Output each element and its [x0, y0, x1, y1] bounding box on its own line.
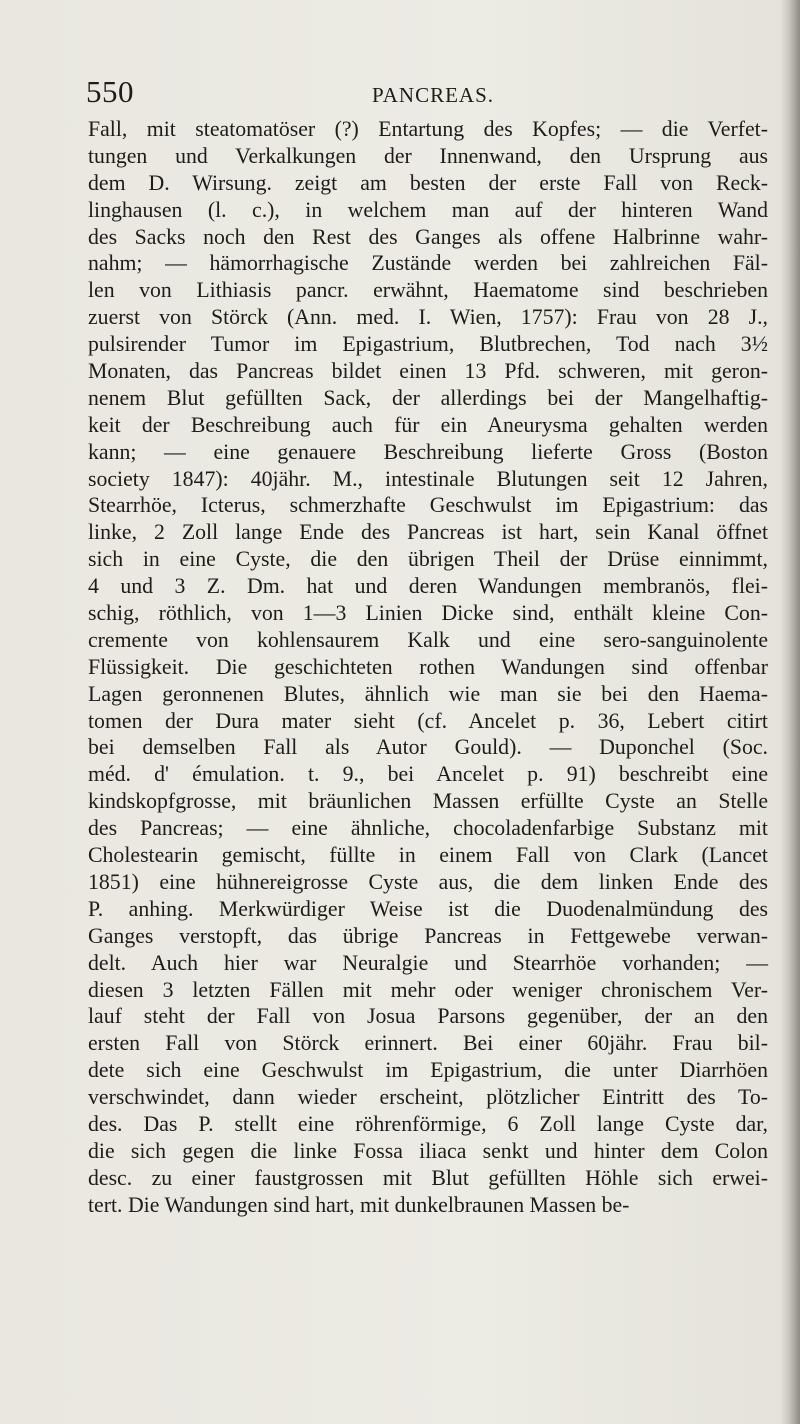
text-line: desc. zu einer faustgrossen mit Blut gefüllten Höhle sich erwei- [88, 1165, 768, 1190]
text-line: Cholestearin gemischt, füllte in einem Fall von Clark (Lancet [88, 843, 768, 868]
text-line: kann; — eine genauere Beschreibung lieferte Gross (Boston [88, 439, 768, 464]
text-line: Ganges verstopft, das übrige Pancreas in Fettgewebe verwan- [88, 923, 768, 948]
text-line: kindskopfgrosse, mit bräunlichen Massen erfüllte Cyste an Stelle [88, 789, 768, 814]
text-line: des Sacks noch den Rest des Ganges als offene Halbrinne wahr- [88, 224, 768, 249]
text-line: diesen 3 letzten Fällen mit mehr oder weniger chronischem Ver- [88, 977, 768, 1002]
text-line: P. anhing. Merkwürdiger Weise ist die Duodenalmündung des [88, 896, 768, 921]
text-line: verschwindet, dann wieder erscheint, plötzlicher Eintritt des To- [88, 1085, 768, 1110]
text-line: pulsirender Tumor im Epigastrium, Blutbrechen, Tod nach 3½ [88, 332, 768, 357]
text-line: bei demselben Fall als Autor Gould). — Duponchel (Soc. [88, 735, 768, 760]
text-line: Lagen geronnenen Blutes, ähnlich wie man sie bei den Haema- [88, 681, 768, 706]
text-line: society 1847): 40jähr. M., intestinale Blutungen seit 12 Jahren, [88, 466, 768, 491]
text-line: len von Lithiasis pancr. erwähnt, Haematome sind beschrieben [88, 278, 768, 303]
text-line: tungen und Verkalkungen der Innenwand, den Ursprung aus [88, 143, 768, 168]
text-line: schig, röthlich, von 1—3 Linien Dicke sind, enthält kleine Con- [88, 601, 768, 626]
text-line: delt. Auch hier war Neuralgie und Stearrhöe vorhanden; — [88, 950, 768, 975]
page-number: 550 [86, 74, 134, 109]
text-line: 1851) eine hühnereigrosse Cyste aus, die dem linken Ende des [88, 869, 768, 894]
text-line: des Pancreas; — eine ähnliche, chocoladenfarbige Substanz mit [88, 816, 768, 841]
text-line: die sich gegen die linke Fossa iliaca senkt und hinter dem Colon [88, 1138, 768, 1163]
page-header [86, 74, 766, 110]
text-line: ersten Fall von Störck erinnert. Bei einer 60jähr. Frau bil- [88, 1031, 768, 1056]
running-head: PANCREAS. [372, 83, 495, 107]
text-line: tert. Die Wandungen sind hart, mit dunkelbraunen Massen be- [88, 1192, 630, 1217]
text-line: sich in eine Cyste, die den übrigen Theil der Drüse einnimmt, [88, 547, 768, 572]
text-line: méd. d' émulation. t. 9., bei Ancelet p. 91) beschreibt eine [88, 762, 768, 787]
text-line: linghausen (l. c.), in welchem man auf der hinteren Wand [88, 197, 768, 222]
text-line: keit der Beschreibung auch für ein Aneurysma gehalten werden [88, 412, 768, 437]
text-line: cremente von kohlensaurem Kalk und eine sero-sanguinolente [88, 627, 768, 652]
page-edge-shadow [780, 0, 800, 1424]
text-line: des. Das P. stellt eine röhrenförmige, 6 Zoll lange Cyste dar, [88, 1111, 768, 1136]
text-line: 4 und 3 Z. Dm. hat und deren Wandungen membranös, flei- [88, 574, 768, 599]
text-line: Flüssigkeit. Die geschichteten rothen Wandungen sind offenbar [88, 654, 768, 679]
text-line: dete sich eine Geschwulst im Epigastrium, die unter Diarrhöen [88, 1058, 768, 1083]
text-line: Monaten, das Pancreas bildet einen 13 Pfd. schweren, mit geron- [88, 359, 768, 384]
text-line: zuerst von Störck (Ann. med. I. Wien, 1757): Frau von 28 J., [88, 305, 768, 330]
text-line: dem D. Wirsung. zeigt am besten der erste Fall von Reck- [88, 170, 768, 195]
text-line: linke, 2 Zoll lange Ende des Pancreas ist hart, sein Kanal öffnet [88, 520, 768, 545]
text-line: Stearrhöe, Icterus, schmerzhafte Geschwulst im Epigastrium: das [88, 493, 768, 518]
text-line: lauf steht der Fall von Josua Parsons gegenüber, der an den [88, 1004, 768, 1029]
body-text [88, 116, 768, 1219]
text-line: nahm; — hämorrhagische Zustände werden bei zahlreichen Fäl- [88, 251, 768, 276]
text-line: nenem Blut gefüllten Sack, der allerdings bei der Mangelhaftig- [88, 385, 768, 410]
text-line: Fall, mit steatomatöser (?) Entartung des Kopfes; — die Verfet- [88, 117, 768, 141]
text-line: tomen der Dura mater sieht (cf. Ancelet p. 36, Lebert citirt [88, 708, 768, 733]
